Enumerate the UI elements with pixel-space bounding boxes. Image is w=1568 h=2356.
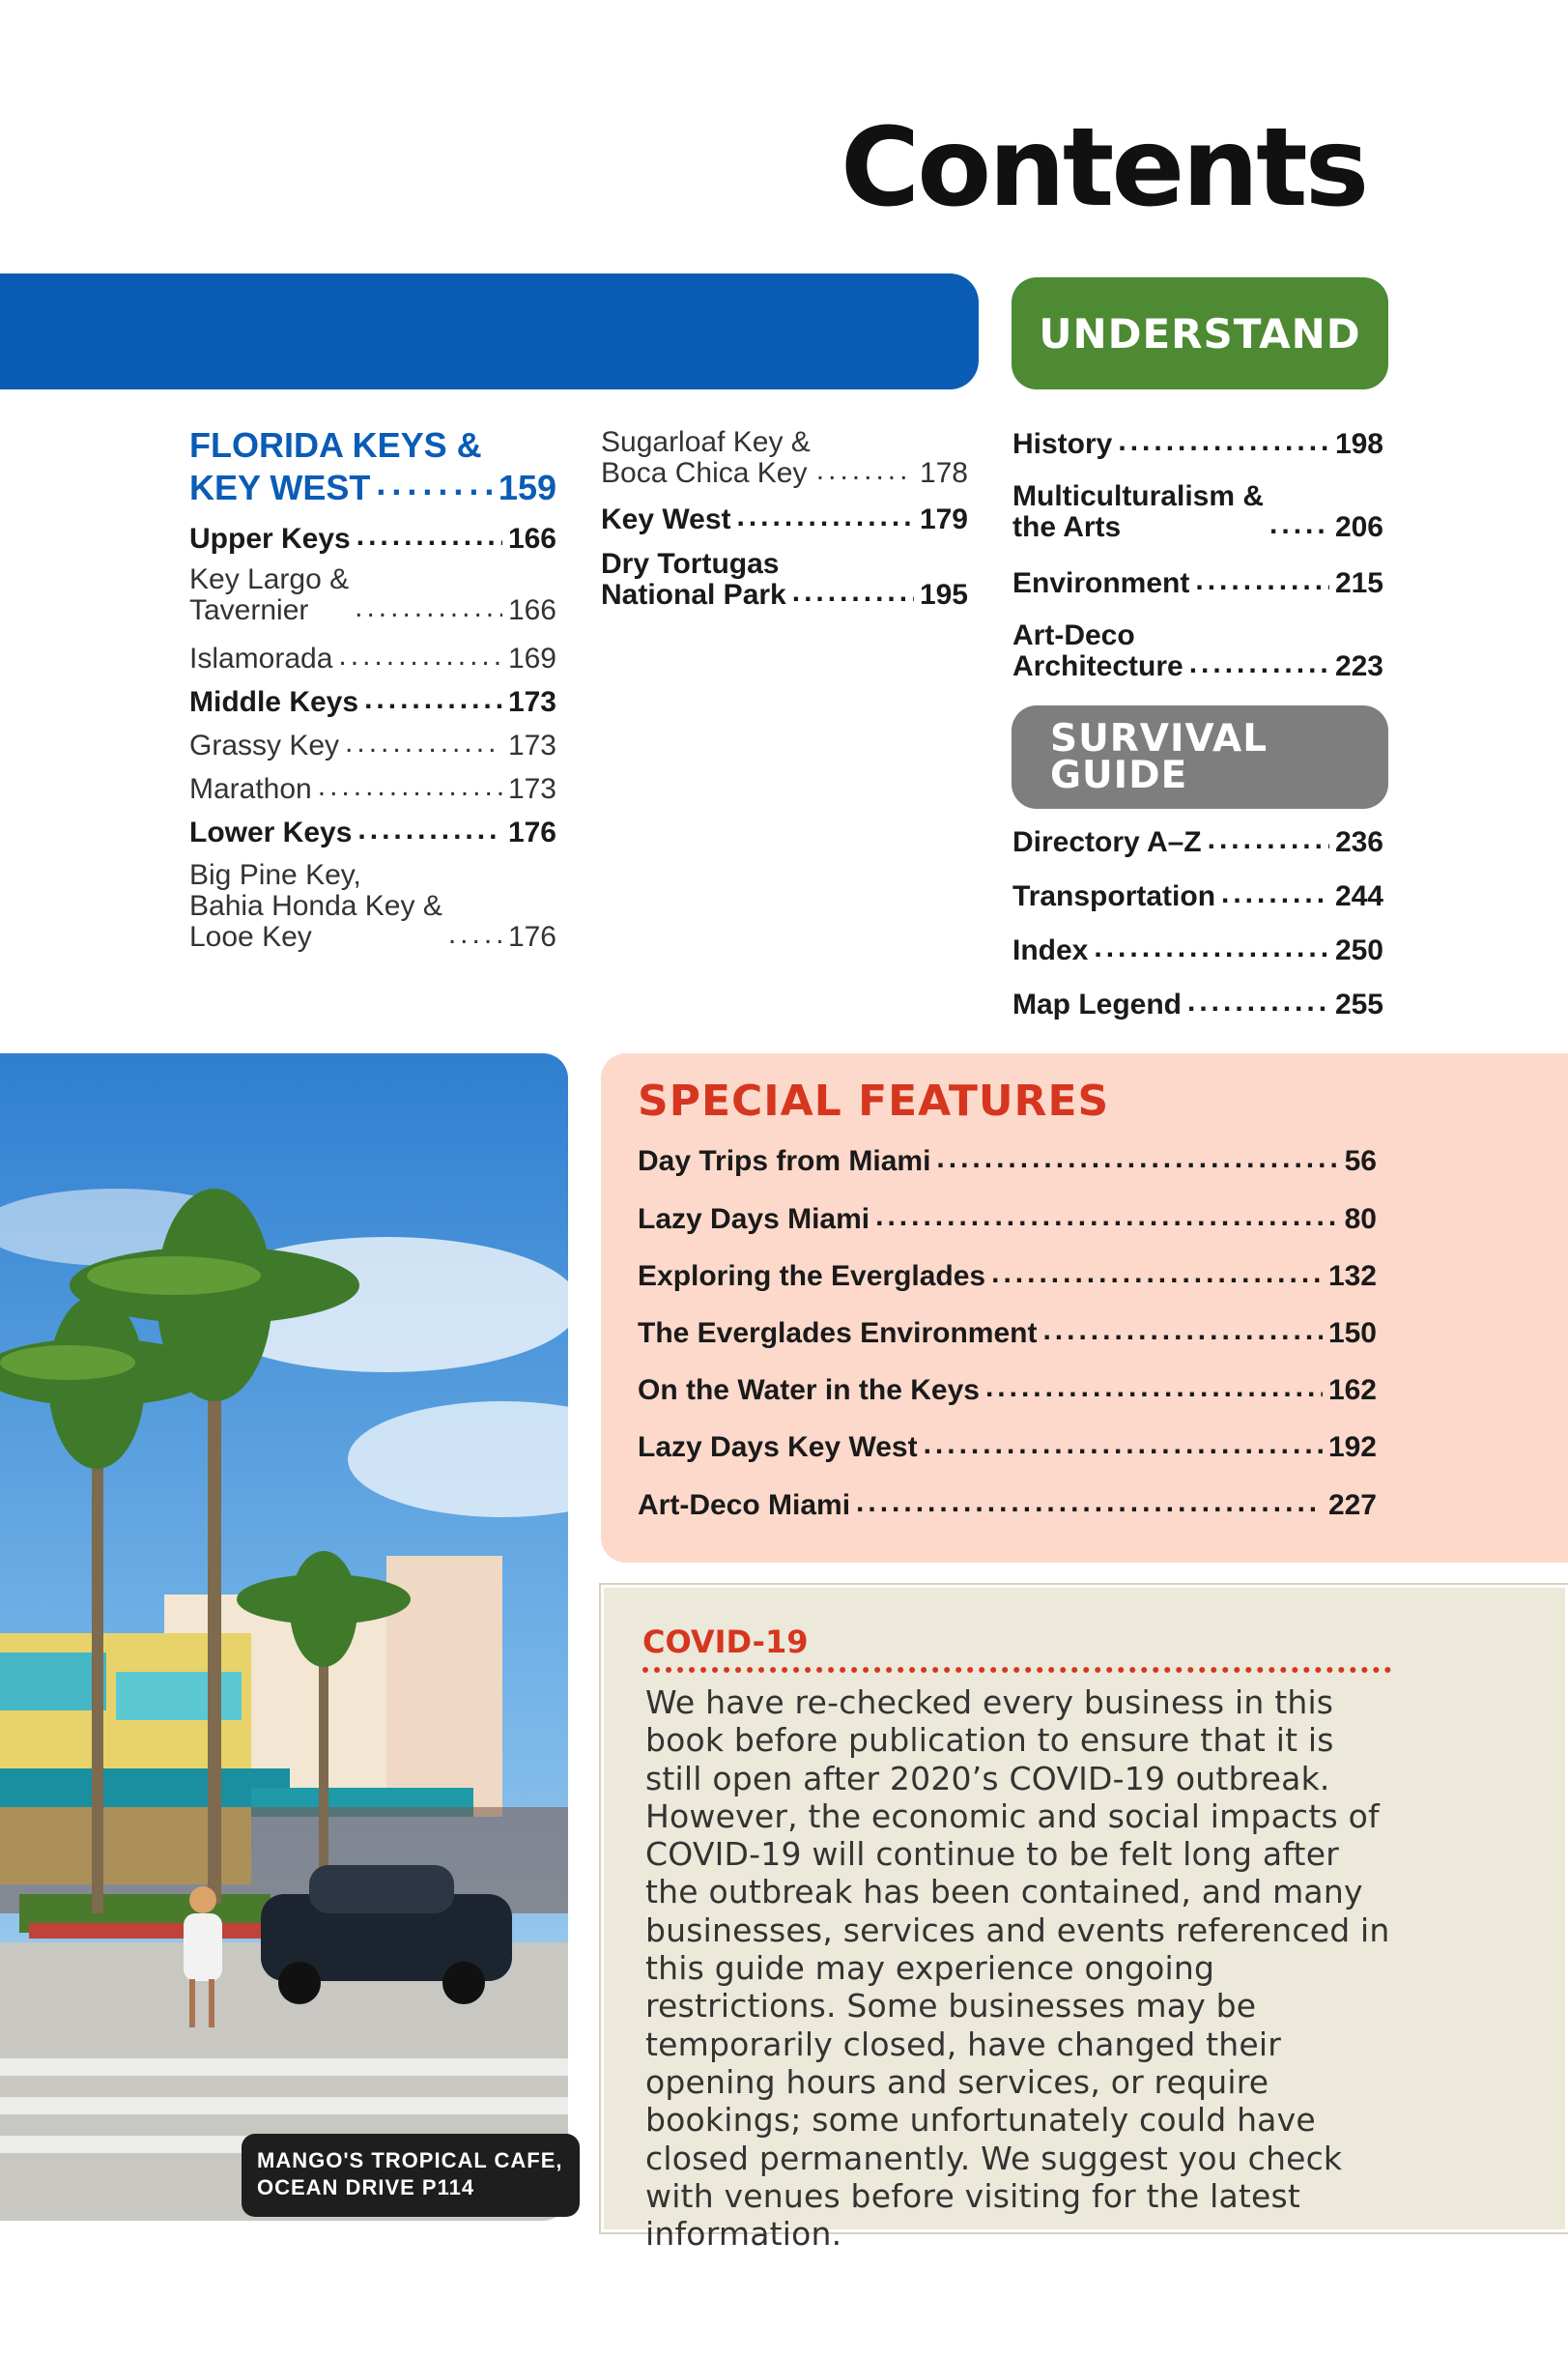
survival-label-line2: GUIDE [1050, 754, 1188, 797]
toc-label: Big Pine Key, Bahia Honda Key & Looe Key [189, 859, 442, 953]
feature-label: Lazy Days Miami [638, 1203, 870, 1235]
feature-page: 192 [1327, 1431, 1377, 1463]
toc-label: Middle Keys [189, 686, 359, 718]
toc-page: 176 [507, 817, 556, 848]
toc-label: Dry Tortugas National Park [601, 548, 786, 611]
toc-page: 215 [1334, 567, 1383, 599]
leader-dots [792, 578, 914, 607]
feature-entry-art-deco-miami[interactable] [638, 1488, 1377, 1521]
toc-entry-index[interactable] [1012, 934, 1383, 966]
region-title-line1: FLORIDA KEYS & [189, 425, 482, 465]
toc-entry-sugarloaf-key[interactable] [601, 427, 968, 489]
toc-entry-key-largo[interactable] [189, 564, 556, 626]
survival-label-line1: SURVIVAL [1050, 717, 1269, 761]
toc-label: Transportation [1012, 880, 1216, 912]
toc-label: Environment [1012, 567, 1190, 599]
toc-page: 166 [507, 523, 556, 555]
feature-entry-day-trips[interactable] [638, 1144, 1377, 1177]
toc-label: History [1012, 428, 1113, 460]
toc-label: Key Largo & Tavernier [189, 563, 350, 626]
toc-page: 255 [1334, 989, 1383, 1020]
toc-page: 173 [507, 773, 556, 805]
region-title-line2: KEY WEST [189, 468, 371, 507]
toc-entry-middle-keys[interactable] [189, 685, 556, 718]
street-photo [0, 1053, 568, 2221]
toc-page: 223 [1334, 650, 1383, 682]
feature-page: 150 [1327, 1317, 1377, 1349]
leader-dots [816, 456, 914, 485]
toc-label: Islamorada [189, 643, 333, 675]
toc-label: Directory A–Z [1012, 826, 1202, 858]
leader-dots [737, 503, 914, 532]
toc-entry-art-deco-architecture[interactable] [1012, 620, 1383, 682]
leader-dots [355, 593, 502, 622]
toc-label: Marathon [189, 773, 312, 805]
leader-dots [991, 1259, 1323, 1288]
leader-dots [1094, 934, 1329, 963]
page-title: Contents [841, 105, 1367, 231]
region-title-entry[interactable] [189, 425, 556, 508]
covid-body-text: We have re-checked every business in this book before publication to ensure that it is still open after 2020’s COVID-19 outbreak. However, the economic and social impacts of COVID-19 will continue to be felt long after the outbreak has been contained, and many businesses, services and events referenced in this guide may experience ongoing restrictions. Some businesses may be temporarily closed, have changed their opening hours and services, or require bookings; some unfortunately could have closed permanently. We suggest you check with venues before visiting for the latest information. [645, 1683, 1390, 2254]
toc-entry-history[interactable] [1012, 427, 1383, 460]
toc-page: 166 [507, 594, 556, 626]
toc-label: Map Legend [1012, 989, 1183, 1020]
toc-entry-big-pine-key[interactable] [189, 860, 556, 953]
feature-page: 56 [1344, 1145, 1377, 1177]
feature-label: On the Water in the Keys [638, 1374, 980, 1406]
toc-page: 206 [1334, 511, 1383, 543]
leader-dots [1269, 510, 1329, 539]
toc-label: Lower Keys [189, 817, 353, 848]
leader-dots [1189, 649, 1329, 678]
toc-label: Key West [601, 503, 731, 535]
leader-dots [318, 772, 502, 801]
leader-dots [345, 729, 502, 758]
toc-entry-dry-tortugas[interactable] [601, 549, 968, 611]
toc-entry-islamorada[interactable] [189, 642, 556, 675]
toc-entry-directory[interactable] [1012, 825, 1383, 858]
feature-label: Lazy Days Key West [638, 1431, 918, 1463]
toc-page: 250 [1334, 934, 1383, 966]
toc-label: Art-Deco Architecture [1012, 619, 1183, 682]
leader-dots [856, 1488, 1323, 1517]
toc-entry-upper-keys[interactable] [189, 522, 556, 555]
leader-dots [364, 685, 502, 714]
toc-page: 179 [919, 503, 968, 535]
feature-page: 80 [1344, 1203, 1377, 1235]
leader-dots [985, 1373, 1323, 1402]
region-page: 159 [498, 468, 556, 507]
toc-page: 169 [507, 643, 556, 675]
feature-label: Exploring the Everglades [638, 1260, 986, 1292]
photo-caption [242, 2134, 580, 2217]
toc-entry-transportation[interactable] [1012, 879, 1383, 912]
toc-label: Grassy Key [189, 730, 340, 761]
special-features-title: SPECIAL FEATURES [638, 1077, 1110, 1126]
toc-page: 244 [1334, 880, 1383, 912]
feature-entry-on-the-water[interactable] [638, 1373, 1377, 1406]
toc-entry-grassy-key[interactable] [189, 729, 556, 761]
toc-page: 173 [507, 730, 556, 761]
special-features-panel [601, 1053, 1568, 1563]
leader-dots [1187, 988, 1329, 1017]
leader-dots [448, 920, 502, 949]
toc-page: 236 [1334, 826, 1383, 858]
feature-entry-lazy-days-miami[interactable] [638, 1202, 1377, 1235]
survival-guide-header [1012, 705, 1388, 809]
understand-header: UNDERSTAND [1012, 277, 1388, 389]
toc-label: Sugarloaf Key & Boca Chica Key [601, 426, 811, 489]
leader-dots [936, 1144, 1338, 1173]
toc-page: 198 [1334, 428, 1383, 460]
feature-page: 132 [1327, 1260, 1377, 1292]
toc-label: Index [1012, 934, 1089, 966]
caption-line2: OCEAN DRIVE P114 [257, 2175, 475, 2199]
toc-entry-key-west[interactable] [601, 503, 968, 535]
leader-dots [338, 642, 502, 671]
leader-dots [1042, 1316, 1322, 1345]
feature-label: The Everglades Environment [638, 1317, 1038, 1349]
toc-page: 195 [919, 579, 968, 611]
toc-label: Multiculturalism & the Arts [1012, 480, 1265, 543]
section-color-bar [0, 273, 979, 389]
toc-entry-map-legend[interactable] [1012, 988, 1383, 1020]
feature-label: Art-Deco Miami [638, 1489, 851, 1521]
covid-dotted-rule [642, 1667, 1391, 1673]
leader-dots [376, 466, 493, 501]
toc-page: 173 [507, 686, 556, 718]
leader-dots [875, 1202, 1339, 1231]
leader-dots [1208, 825, 1329, 854]
feature-page: 162 [1327, 1374, 1377, 1406]
leader-dots [924, 1430, 1323, 1459]
feature-entry-everglades-environment[interactable] [638, 1316, 1377, 1349]
toc-entry-environment[interactable] [1012, 566, 1383, 599]
feature-label: Day Trips from Miami [638, 1145, 931, 1177]
leader-dots [357, 816, 502, 845]
feature-entry-lazy-days-key-west[interactable] [638, 1430, 1377, 1463]
feature-page: 227 [1327, 1489, 1377, 1521]
leader-dots [1118, 427, 1329, 456]
leader-dots [1221, 879, 1329, 908]
leader-dots [1195, 566, 1329, 595]
covid-title: COVID-19 [642, 1623, 809, 1660]
caption-line1: MANGO'S TROPICAL CAFE, [257, 2148, 563, 2172]
toc-page: 176 [507, 921, 556, 953]
toc-entry-multiculturalism[interactable] [1012, 481, 1383, 543]
toc-entry-lower-keys[interactable] [189, 816, 556, 848]
toc-label: Upper Keys [189, 523, 351, 555]
toc-entry-marathon[interactable] [189, 772, 556, 805]
feature-entry-exploring-everglades[interactable] [638, 1259, 1377, 1292]
toc-page: 178 [919, 457, 968, 489]
leader-dots [356, 522, 502, 551]
